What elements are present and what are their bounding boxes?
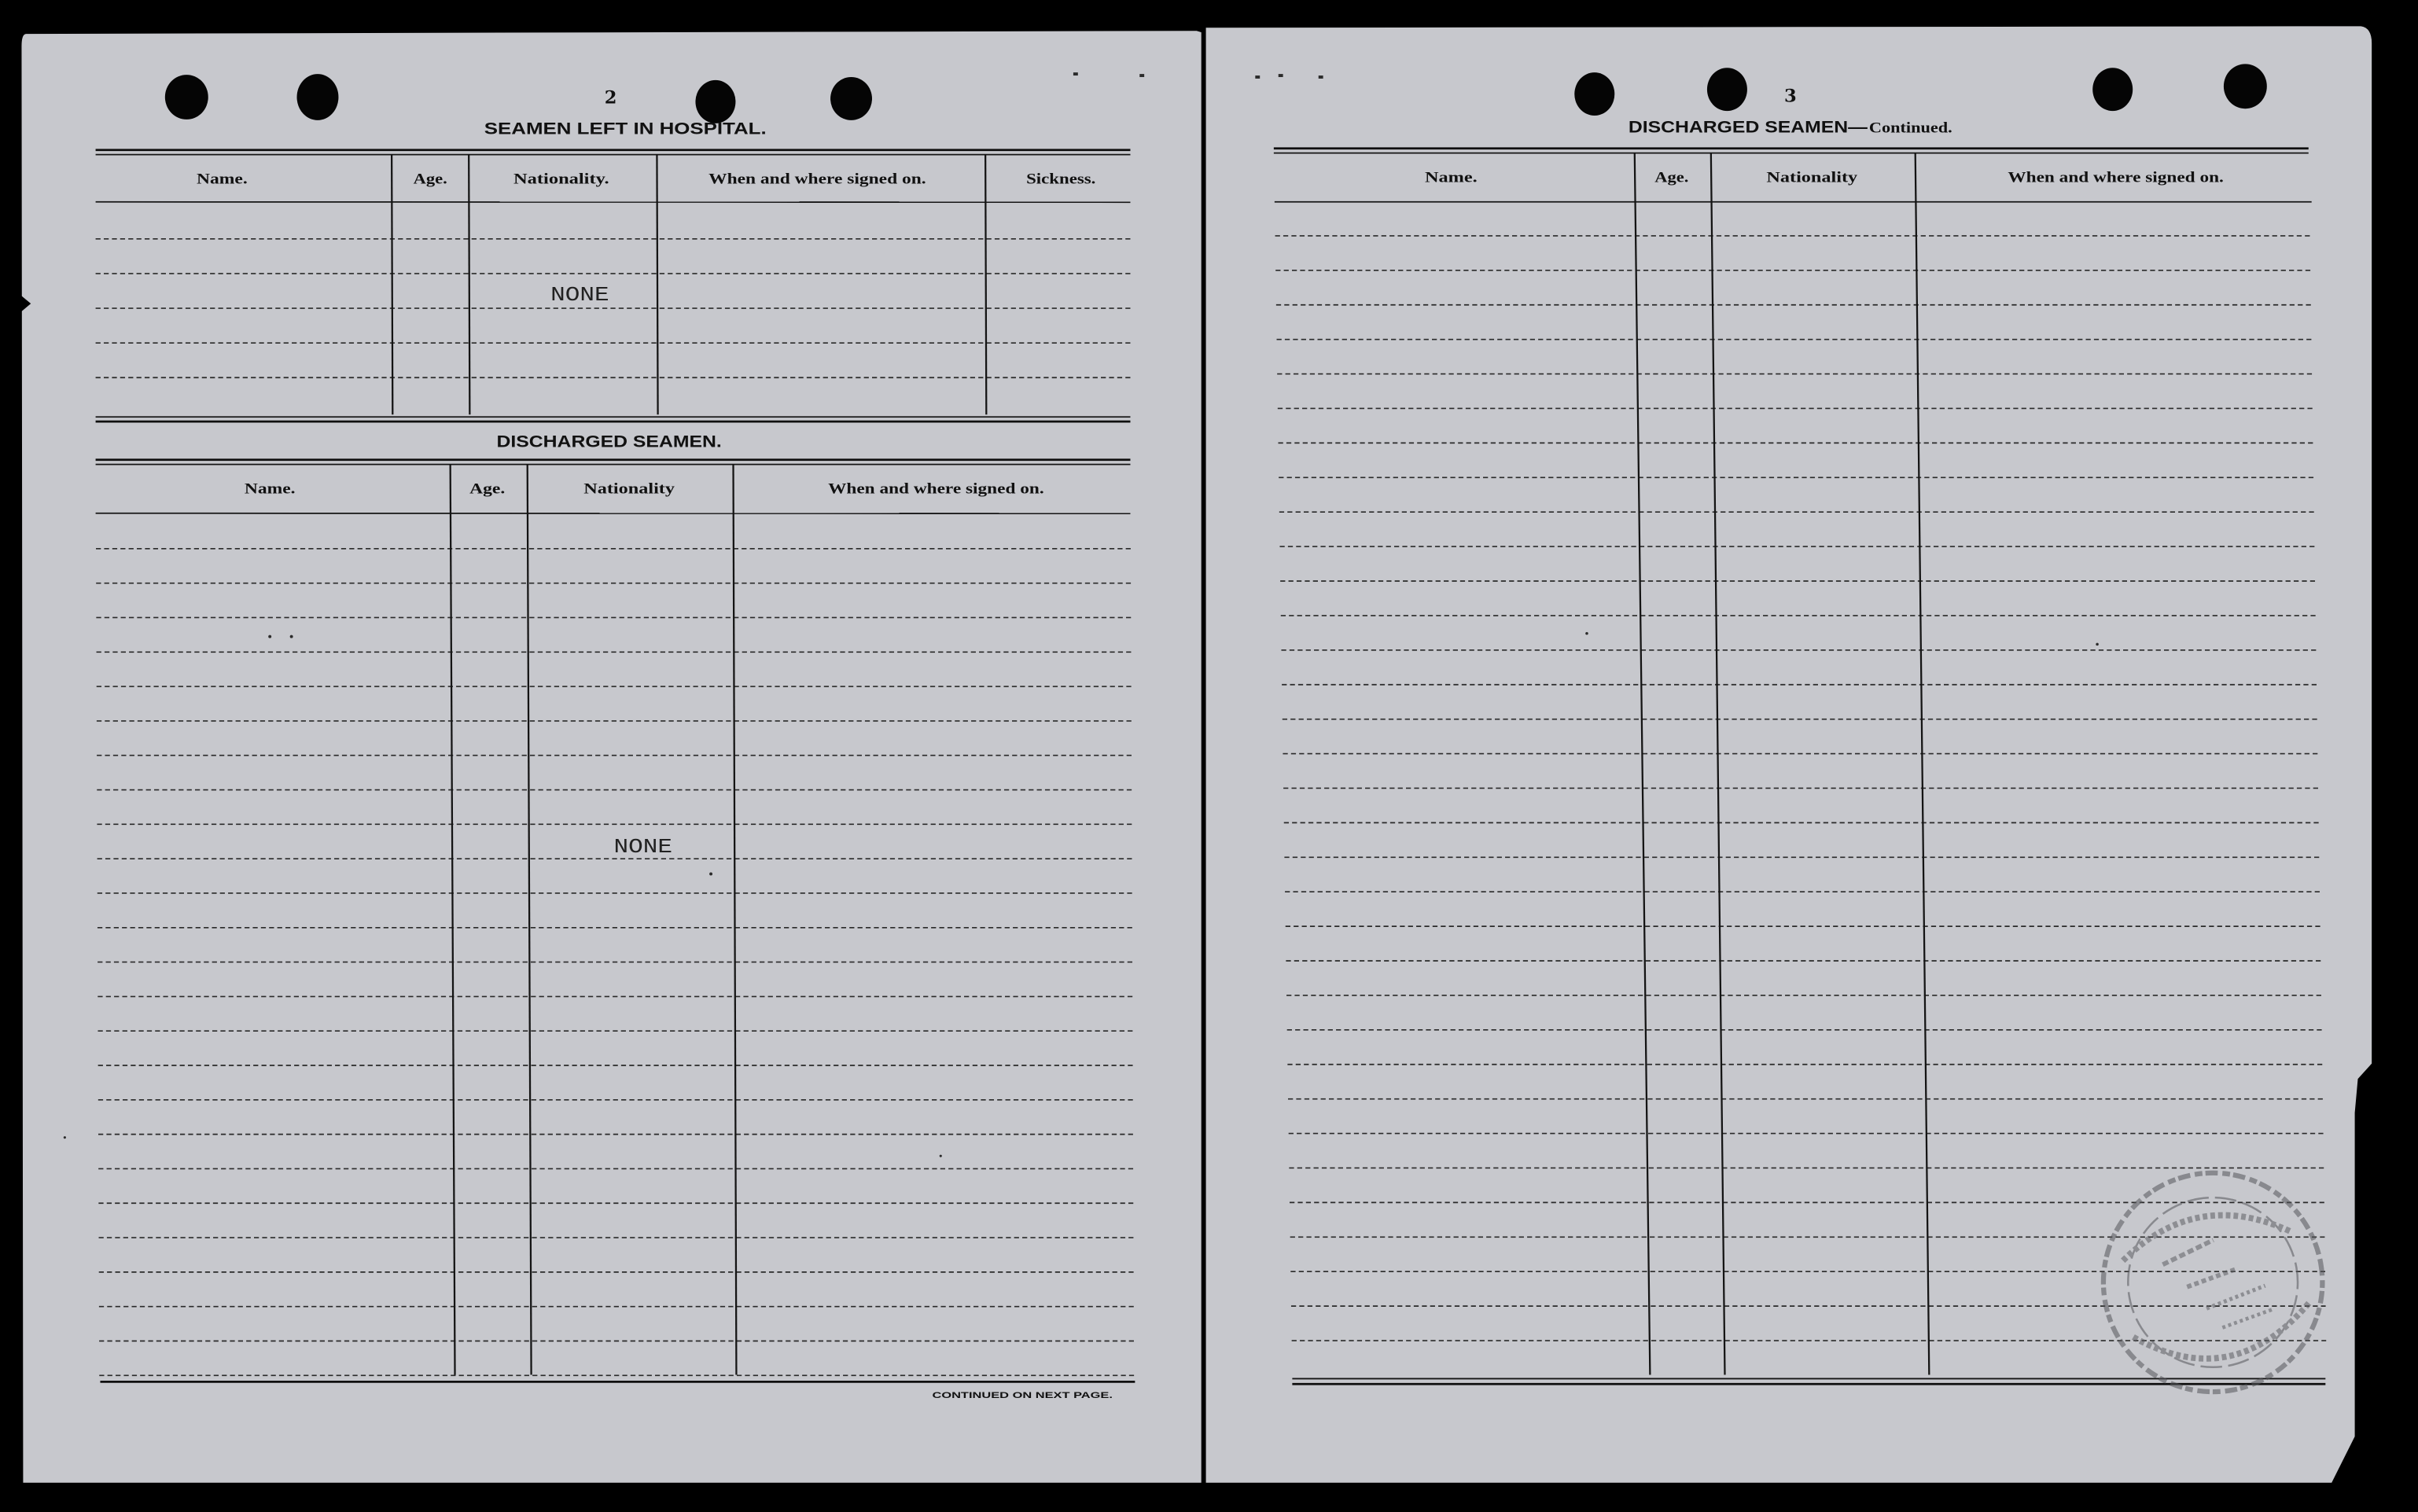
right-page-paper <box>1206 26 2372 1482</box>
punch-hole <box>1707 68 1747 111</box>
punch-hole <box>2224 64 2267 109</box>
left-page <box>21 31 1201 1483</box>
column-header-name: Name. <box>197 171 248 188</box>
scan-speck <box>1279 74 1283 77</box>
column-header-name: Name. <box>1425 169 1478 186</box>
column-header-nationality: Nationality <box>583 480 675 498</box>
column-header-nationality: Nationality <box>1766 169 1859 186</box>
page-number: 3 <box>1783 86 1797 107</box>
punch-hole <box>297 74 339 120</box>
scan-speck <box>290 635 293 638</box>
scan-speck <box>1255 75 1260 79</box>
continued-section-title-suffix: Continued. <box>1868 120 1952 137</box>
right-page <box>1206 26 2372 1482</box>
scan-speck <box>2096 643 2099 646</box>
punch-hole <box>695 80 735 123</box>
column-header-nationality: Nationality. <box>513 171 609 188</box>
column-header-age: Age. <box>469 480 506 498</box>
column-header-signed-on: When and where signed on. <box>708 171 926 188</box>
punch-hole <box>1574 72 1614 116</box>
column-divider <box>985 154 986 414</box>
left-page-paper <box>21 31 1201 1483</box>
discharged-section-title: DISCHARGED SEAMEN. <box>496 431 722 451</box>
discharged-entry: NONE <box>613 836 673 859</box>
scan-speck <box>64 1136 66 1139</box>
column-header-signed-on: When and where signed on. <box>2008 169 2224 186</box>
punch-hole <box>830 77 872 120</box>
column-header-name: Name. <box>244 480 296 498</box>
column-header-age: Age. <box>413 171 447 188</box>
scan-speck <box>709 872 712 875</box>
scan-speck <box>940 1155 942 1157</box>
continued-section-title: DISCHARGED SEAMEN— <box>1628 116 1868 137</box>
scan-speck <box>1139 74 1144 77</box>
column-header-signed-on: When and where signed on. <box>828 480 1044 498</box>
column-header-age: Age. <box>1654 169 1689 186</box>
scan-speck <box>268 635 271 638</box>
punch-hole <box>2092 68 2133 111</box>
hospital-entry: NONE <box>550 284 609 307</box>
scan-speck <box>1319 75 1323 79</box>
page-number: 2 <box>604 87 617 109</box>
hospital-section-title: SEAMEN LEFT IN HOSPITAL. <box>484 118 767 138</box>
continued-note: CONTINUED ON NEXT PAGE. <box>932 1390 1113 1400</box>
scan-speck <box>1585 632 1588 635</box>
column-header-sickness: Sickness. <box>1026 171 1096 188</box>
punch-hole <box>165 75 208 120</box>
scan-speck <box>1073 72 1078 75</box>
